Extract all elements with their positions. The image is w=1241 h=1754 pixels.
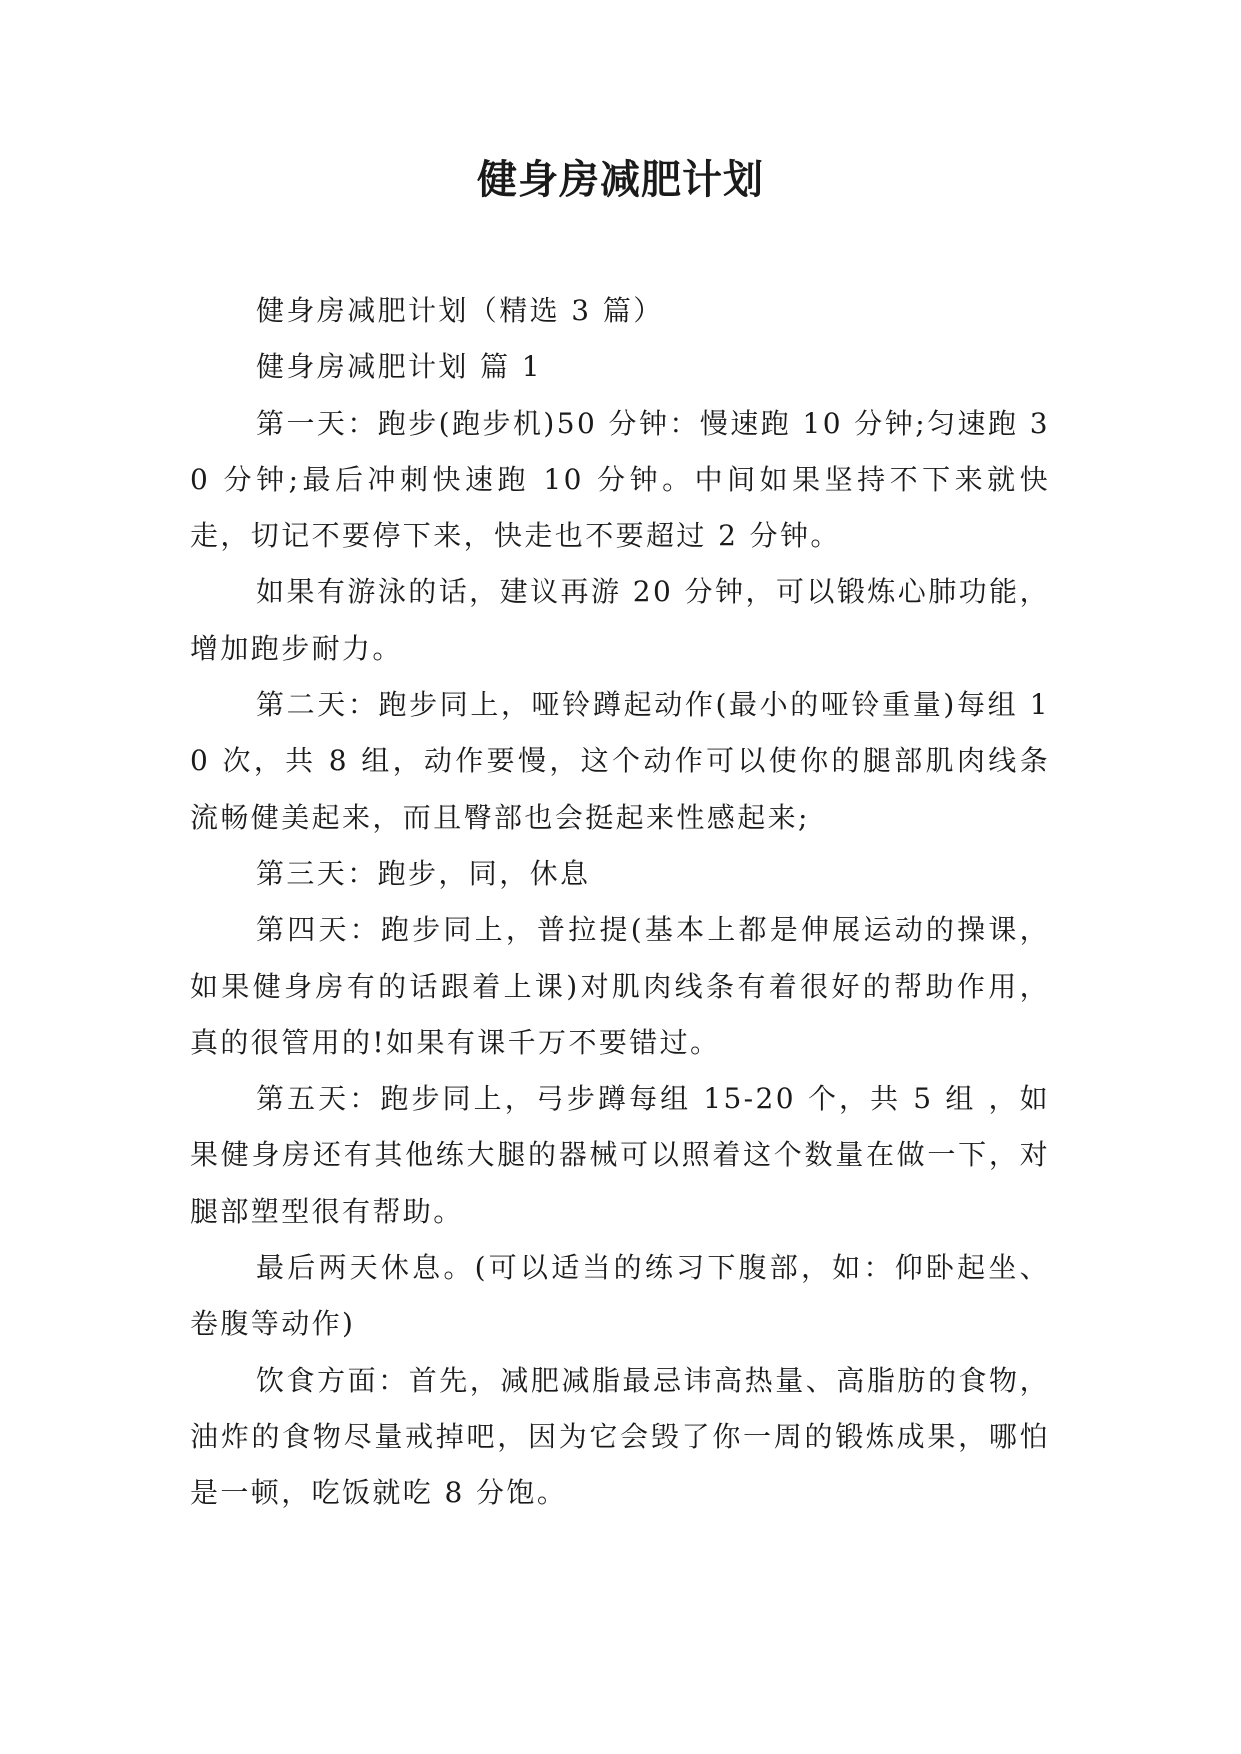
paragraph-rest-days: 最后两天休息。(可以适当的练习下腹部，如：仰卧起坐、卷腹等动作): [190, 1251, 1050, 1341]
paragraph-day-five: 第五天：跑步同上，弓步蹲每组 15-20 个，共 5 组 ，如果健身房还有其他练大腿的器械可以照着这个数量在做一下，对腿部塑型很有帮助。: [190, 1082, 1050, 1228]
document-title: 健身房减肥计划: [477, 156, 764, 203]
paragraph-day-one: 第一天：跑步(跑步机)50 分钟：慢速跑 10 分钟;匀速跑 30 分钟;最后冲刺快速跑 10 分钟。中间如果坚持不下来就快走，切记不要停下来，快走也不要超过 2 分钟。: [190, 406, 1050, 553]
paragraph-swimming: 如果有游泳的话，建议再游 20 分钟，可以锻炼心肺功能，增加跑步耐力。: [190, 575, 1050, 665]
paragraph-day-three: 第三天：跑步，同，休息: [256, 856, 591, 890]
document-body: [190, 283, 1050, 1522]
paragraph-section-heading: 健身房减肥计划 篇 1: [256, 350, 543, 384]
paragraph-diet: 饮食方面：首先，减肥减脂最忌讳高热量、高脂肪的食物，油炸的食物尽量戒掉吧，因为它会毁了你一周的锻炼成果，哪怕是一顿，吃饭就吃 8 分饱。: [190, 1363, 1050, 1510]
paragraph-collection-heading: 健身房减肥计划（精选 3 篇）: [256, 294, 664, 327]
paragraph-day-four: 第四天：跑步同上，普拉提(基本上都是伸展运动的操课，如果健身房有的话跟着上课)对肌肉线条有着很好的帮助作用，真的很管用的!如果有课千万不要错过。: [190, 913, 1050, 1059]
paragraph-day-two: 第二天：跑步同上，哑铃蹲起动作(最小的哑铃重量)每组 10 次，共 8 组，动作要慢，这个动作可以使你的腿部肌肉线条流畅健美起来，而且臀部也会挺起来性感起来;: [190, 688, 1050, 834]
